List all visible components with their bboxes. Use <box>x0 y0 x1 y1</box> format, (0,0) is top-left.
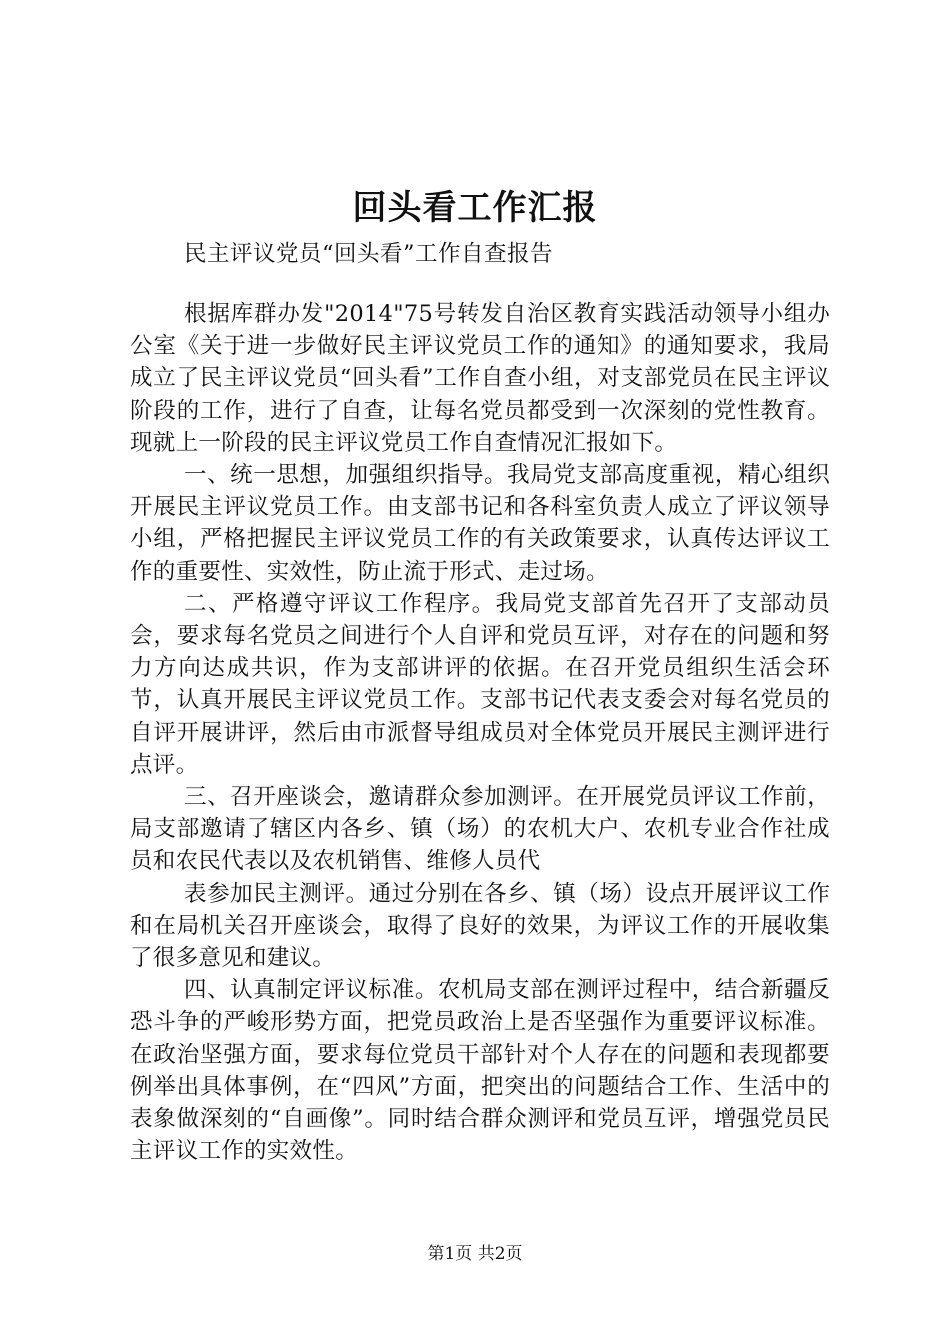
document-title: 回头看工作汇报 <box>352 188 598 228</box>
page-footer: 第1页 共2页 <box>427 1244 523 1264</box>
paragraph-section-2: 二、严格遵守评议工作程序。我局党支部首先召开了支部动员会，要求每名党员之间进行个人自评和党员互评，对存在的问题和努力方向达成共识，作为支部讲评的依据。在召开党员组织生活会环节，认真开展民主评议党员工作。支部书记代表支委会对每名党员的自评开展讲评，然后由市派督导组成员对全体党员开展民主测评进行点评。 <box>130 590 830 778</box>
paragraph-section-4: 四、认真制定评议标准。农机局支部在测评过程中，结合新疆反恐斗争的严峻形势方面，把党员政治上是否坚强作为重要评议标准。在政治坚强方面，要求每位党员干部针对个人存在的问题和表现都要例举出具体事例，在“四风”方面，把突出的问题结合工作、生活中的表象做深刻的“自画像”。同时结合群众测评和党员互评，增强党员民主评议工作的实效性。 <box>130 977 830 1165</box>
paragraph-section-3: 三、召开座谈会，邀请群众参加测评。在开展党员评议工作前，局支部邀请了辖区内各乡、镇（场）的农机大户、农机专业合作社成员和农民代表以及农机销售、维修人员代 <box>130 784 830 875</box>
document-body <box>130 298 830 1167</box>
paragraph-section-3-continued: 表参加民主测评。通过分别在各乡、镇（场）设点开展评议工作和在局机关召开座谈会，取得了良好的效果，为评议工作的开展收集了很多意见和建议。 <box>130 880 830 972</box>
paragraph-section-1: 一、统一思想，加强组织指导。我局党支部高度重视，精心组织开展民主评议党员工作。由支部书记和各科室负责人成立了评议领导小组，严格把握民主评议党员工作的有关政策要求，认真传达评议工作的重要性、实效性，防止流于形式、走过场。 <box>130 462 830 585</box>
document-subtitle: 民主评议党员“回头看”工作自查报告 <box>184 241 554 267</box>
paragraph-intro: 根据库群办发"2014"75号转发自治区教育实践活动领导小组办公室《关于进一步做好民主评议党员工作的通知》的通知要求，我局成立了民主评议党员“回头看”工作自查小组，对支部党员在民主评议阶段的工作，进行了自查，让每名党员都受到一次深刻的党性教育。现就上一阶段的民主评议党员工作自查情况汇报如下。 <box>130 301 830 456</box>
